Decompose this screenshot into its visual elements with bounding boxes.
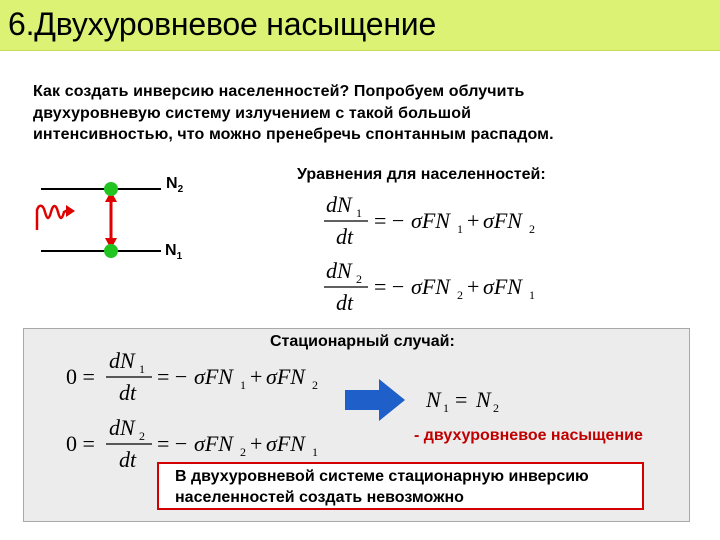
wavy-arrow-icon xyxy=(37,205,75,230)
conclusion-line: населенностей создать невозможно xyxy=(175,489,464,506)
svg-text:1: 1 xyxy=(457,222,463,236)
intro-line: двухуровневую систему излучением с такой большой xyxy=(33,104,472,122)
svg-text:dt: dt xyxy=(119,447,137,472)
saturation-note: - двухуровневое насыщение xyxy=(414,427,643,444)
double-arrow-icon xyxy=(105,191,117,249)
stationary-equation-n1 xyxy=(64,344,344,408)
svg-text:1: 1 xyxy=(529,288,535,302)
svg-text:2: 2 xyxy=(493,401,499,415)
svg-text:+: + xyxy=(467,208,480,233)
svg-text:=: = xyxy=(455,387,468,412)
lower-level-label: $N_1$ xyxy=(165,242,183,263)
svg-text:1: 1 xyxy=(356,206,362,220)
svg-text:dt: dt xyxy=(336,290,354,315)
svg-text:+: + xyxy=(250,431,263,456)
rate-equation-n2 xyxy=(320,254,560,318)
conclusion-line: В двухуровневой системе стационарную инверсию xyxy=(175,468,589,485)
svg-text:1: 1 xyxy=(443,401,449,415)
svg-text:N: N xyxy=(476,387,491,412)
intro-line: интенсивностью, что можно пренебречь спонтанным распадом. xyxy=(33,126,554,143)
svg-text:2: 2 xyxy=(312,378,318,392)
level-equality-equation xyxy=(424,380,534,420)
svg-text:dt: dt xyxy=(336,224,354,249)
svg-text:σFN: σFN xyxy=(411,274,450,299)
svg-text:dN: dN xyxy=(109,415,135,440)
svg-text:= −: = − xyxy=(157,364,188,389)
svg-text:0 =: 0 = xyxy=(66,364,95,389)
svg-text:1: 1 xyxy=(139,362,145,376)
svg-text:N: N xyxy=(426,387,441,412)
intro-line: Как создать инверсию населенностей? Попробуем облучить xyxy=(33,83,525,100)
svg-text:σFN: σFN xyxy=(194,364,233,389)
svg-text:σFN: σFN xyxy=(483,274,522,299)
svg-text:= −: = − xyxy=(374,274,405,299)
svg-text:= −: = − xyxy=(157,431,188,456)
lower-level-dot xyxy=(104,244,118,258)
title-bar xyxy=(0,0,720,51)
svg-text:2: 2 xyxy=(529,222,535,236)
upper-level-dot xyxy=(104,182,118,196)
block-arrow-right-icon xyxy=(345,379,405,421)
svg-text:dN: dN xyxy=(109,348,135,373)
svg-text:2: 2 xyxy=(457,288,463,302)
svg-text:+: + xyxy=(250,364,263,389)
svg-text:dN: dN xyxy=(326,258,352,283)
svg-text:1: 1 xyxy=(240,378,246,392)
svg-text:dt: dt xyxy=(119,380,137,405)
svg-text:2: 2 xyxy=(139,429,145,443)
svg-text:2: 2 xyxy=(240,445,246,459)
svg-text:0 =: 0 = xyxy=(66,431,95,456)
upper-level-label: $N_2$ xyxy=(166,175,184,196)
rate-equation-n1 xyxy=(320,188,560,252)
svg-text:σFN: σFN xyxy=(266,364,305,389)
svg-text:σFN: σFN xyxy=(266,431,305,456)
svg-text:σFN: σFN xyxy=(194,431,233,456)
svg-text:1: 1 xyxy=(312,445,318,459)
page-title: 6.Двухуровневое насыщение xyxy=(8,6,437,42)
svg-text:= −: = − xyxy=(374,208,405,233)
svg-text:2: 2 xyxy=(356,272,362,286)
conclusion-text xyxy=(175,466,589,508)
equations-title: Уравнения для населенностей: xyxy=(297,166,546,183)
svg-text:+: + xyxy=(467,274,480,299)
svg-text:dN: dN xyxy=(326,192,352,217)
intro-paragraph xyxy=(33,81,653,146)
svg-text:σFN: σFN xyxy=(411,208,450,233)
stationary-case-title: Стационарный случай: xyxy=(270,333,455,350)
svg-text:σFN: σFN xyxy=(483,208,522,233)
